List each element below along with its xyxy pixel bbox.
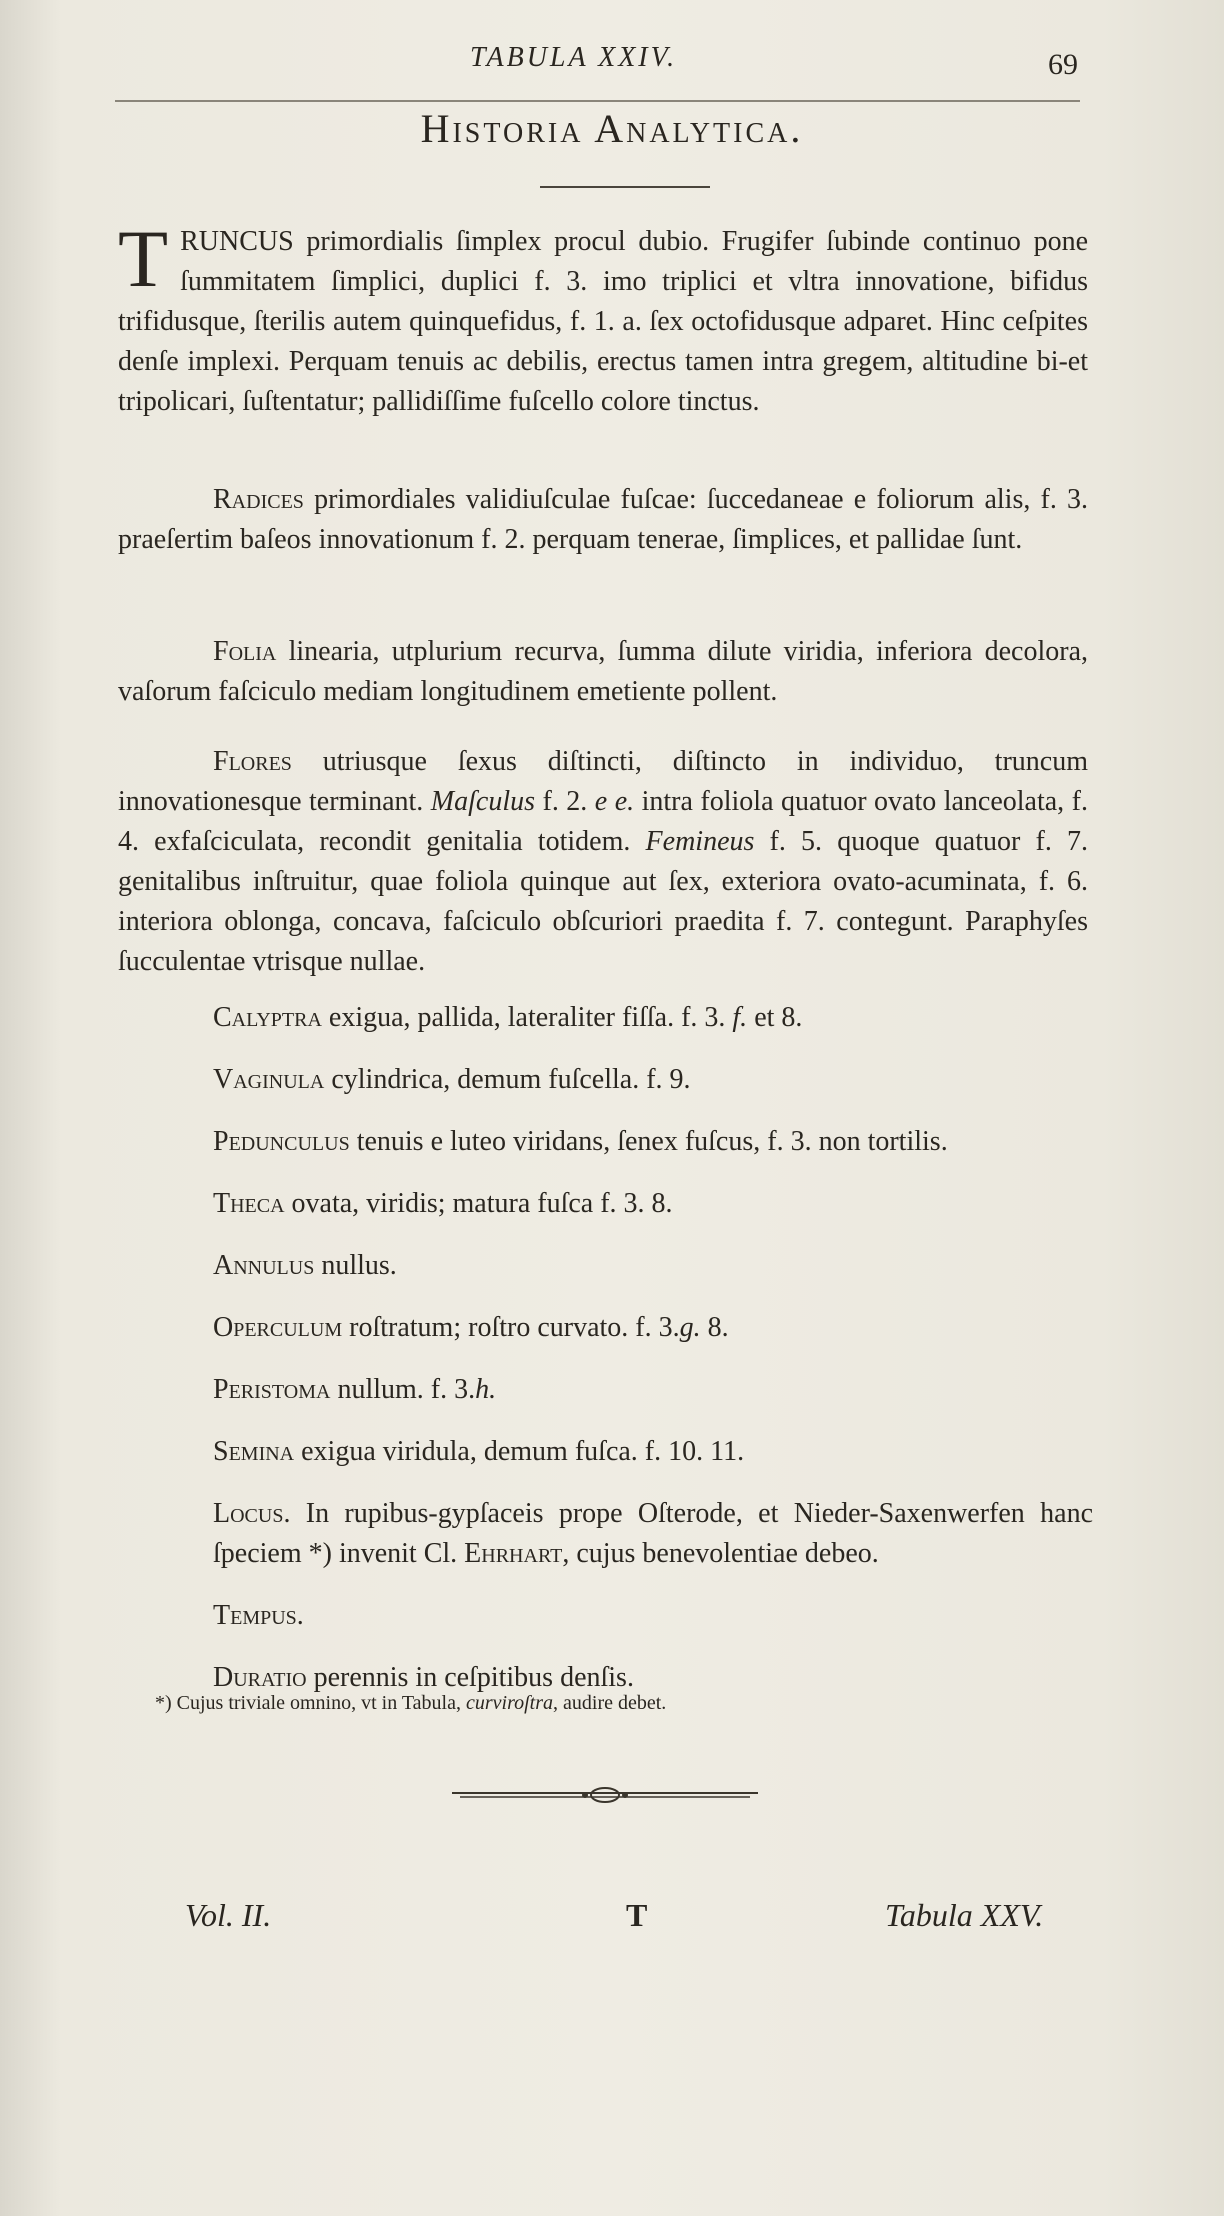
entry-term: Vaginula [213, 1064, 325, 1095]
entry-vaginula [213, 1060, 1093, 1122]
entry-text: exigua viridula, demum fuſca. f. 10. 11. [294, 1436, 745, 1467]
entry-term: Pedunculus [213, 1126, 350, 1157]
entry-operculum [213, 1308, 1093, 1370]
ornament-divider [450, 1780, 760, 1810]
footnote-text: *) Cujus triviale omnino, vt in Tabula, [155, 1692, 466, 1714]
entry-locus [213, 1494, 1093, 1596]
entry-term: Tempus. [213, 1600, 304, 1631]
entry-peristoma [213, 1370, 1093, 1432]
paragraph-folia [118, 632, 1088, 712]
paragraph-text: linearia, utplurium recurva, ſumma dilute viridia, inferiora decolora, vaſorum faſciculo mediam longitudinem emetiente pollent. [118, 636, 1088, 707]
entry-semina [213, 1432, 1093, 1494]
paragraph-truncus [118, 213, 1088, 422]
entry-annulus [213, 1246, 1093, 1308]
entry-term: Duratio [213, 1662, 307, 1693]
signature-mark: T [626, 1897, 648, 1933]
paragraph-text: intra foliola quatuor ovato lanceolata, f. 4. exfaſciculata, recondit genitalia totidem. [118, 786, 1088, 857]
page-title: Historia Analytica. [420, 106, 804, 151]
footnote [155, 1692, 1055, 1715]
entry-text: tenuis e luteo viridans, ſenex fuſcus, f. 3. non tortilis. [349, 1126, 948, 1157]
entry-text: exigua, pallida, lateraliter fiſſa. f. 3. [321, 1002, 726, 1033]
italic-term: Femineus [645, 826, 755, 857]
paragraph-flores [118, 742, 1088, 982]
entry-text: nullus. [314, 1250, 397, 1281]
entry-term: Annulus [213, 1250, 315, 1281]
entry-tempus [213, 1596, 1093, 1658]
entry-term: Theca [213, 1188, 285, 1219]
footnote-text: , audire debet. [553, 1692, 667, 1714]
paragraph-text: RUNCUS primordialis ſimplex procul dubio. Frugifer ſubinde continuo pone ſummitatem ſimplici, duplici f. 3. imo triplici et vltra innovatione, bifidus trifidusque, ſterilis autem quinquefidus, f. 1. a. ſex octofidusque adparet. Hinc ceſpites denſe implexi. Perquam tenuis ac debilis, erectus tamen intra gregem, altitudine bi-et tripolicari, ſuſtentatur; pallidiſſime fuſcello colore tinctus. [118, 226, 1088, 417]
page-number: 69 [1048, 48, 1078, 81]
volume-label: Vol. II. [185, 1897, 272, 1933]
entry-term: Peristoma [213, 1374, 331, 1405]
entry-text: roſtratum; roſtro curvato. f. 3. [342, 1312, 680, 1343]
entry-term: Locus. [213, 1498, 291, 1529]
entry-term: Operculum [213, 1312, 343, 1343]
character-list [213, 998, 1093, 1720]
entry-text: 8. [700, 1312, 729, 1343]
italic-term: f. [732, 1002, 748, 1033]
paragraph-text: utriusque ſexus diſtincti, diſtincto in individuo, truncum innovationesque terminant. [118, 746, 1088, 817]
entry-term: Calyptra [213, 1002, 322, 1033]
collector-name: Ehrhart [464, 1538, 563, 1569]
italic-term: curviroſtra [465, 1692, 554, 1714]
page-header [0, 40, 1224, 80]
catchword-next-plate: Tabula XXV. [885, 1897, 1044, 1933]
italic-term: e e. [594, 786, 635, 817]
entry-text: et 8. [747, 1002, 803, 1033]
lead-word: Folia [213, 636, 277, 667]
paragraph-text: primordiales validiuſculae fuſcae: ſuccedaneae e foliorum alis, f. 3. praeſertim baſeos innovationum f. 2. perquam tenerae, ſimplices, et pallidae ſunt. [118, 484, 1088, 555]
entry-text: perennis in ceſpitibus denſis. [306, 1662, 634, 1693]
entry-term: Semina [213, 1436, 295, 1467]
lead-word: Radices [213, 484, 304, 515]
entry-pedunculus [213, 1122, 1093, 1184]
italic-term: h. [475, 1374, 497, 1405]
entry-text: nullum. f. 3. [330, 1374, 476, 1405]
entry-theca [213, 1184, 1093, 1246]
running-title: TABULA XXIV. [470, 42, 678, 73]
lead-word: Flores [213, 746, 292, 777]
italic-term: g. [679, 1312, 701, 1343]
paragraph-radices [118, 480, 1088, 560]
entry-text: In rupibus-gypſaceis prope Oſterode, et Nieder-Saxenwerfen hanc ſpeciem *) invenit Cl. [213, 1498, 1093, 1569]
paragraph-text: f. 5. quoque quatuor f. 7. genitalibus inſtruitur, quae foliola quinque aut ſex, exteriora ovato-acuminata, f. 6. interiora oblonga, concava, faſciculo obſcuriori praedita f. 7. contegunt. Paraphyſes ſucculentae vtrisque nullae. [118, 826, 1088, 977]
page-footer [0, 1897, 1224, 1957]
entry-text: cylindrica, demum fuſcella. f. 9. [324, 1064, 691, 1095]
entry-text: ovata, viridis; matura fuſca f. 3. 8. [284, 1188, 673, 1219]
title-rule [540, 186, 710, 188]
entry-text: , cujus benevolentiae debeo. [562, 1538, 879, 1569]
entry-calyptra [213, 998, 1093, 1060]
italic-term: Maſculus [430, 786, 536, 817]
header-rule [115, 100, 1080, 102]
drop-cap: T [118, 213, 169, 304]
paragraph-text: f. 2. [535, 786, 595, 817]
